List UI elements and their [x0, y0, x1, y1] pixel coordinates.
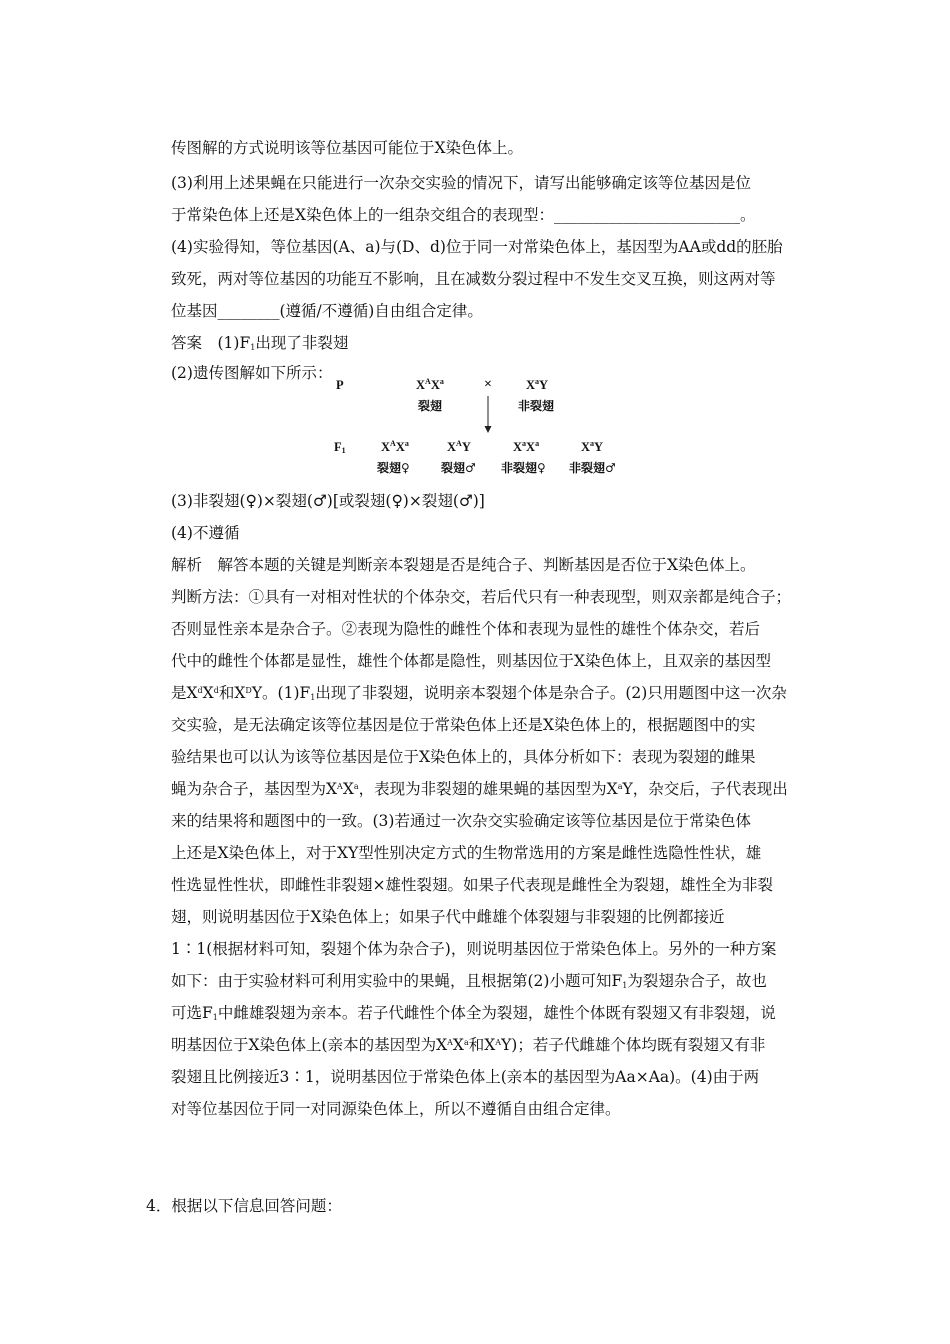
text-line: 裂翅且比例接近3∶1，说明基因位于常染色体上(亲本的基因型为Aa×Aa)。(4)由于两 [171, 1068, 760, 1086]
offspring-phenotype: 裂翅♂ [441, 461, 476, 475]
parent1-genotype: $X^AX^a$ [416, 377, 444, 392]
text-line: 交实验，是无法确定该等位基因是位于常染色体上还是X染色体上的，根据题图中的实 [171, 716, 756, 734]
text-line: (4)实验得知，等位基因(A、a)与(D、d)位于同一对常染色体上，基因型为AA或dd的胚胎 [171, 238, 783, 256]
text-line: 是$X^dX^d$和$X^DY$。$(1)F_1$出现了非裂翅，说明亲本裂翅个体是杂合子。(2)只用题图中这一次杂 [171, 684, 787, 702]
p-label: P [336, 378, 344, 392]
text-line: 可选$F_1$中雌雄裂翅为亲本。若子代雌性个体全为裂翅，雄性个体既有裂翅又有非裂翅，说 [171, 1004, 776, 1022]
text-line: 否则显性亲本是杂合子。②表现为隐性的雌性个体和表现为显性的雄性个体杂交，若后 [171, 620, 761, 638]
down-arrow-icon [482, 395, 494, 435]
text-line: 判断方法：①具有一对相对性状的个体杂交，若后代只有一种表现型，则双亲都是纯合子； [171, 588, 792, 606]
offspring-genotype: $X^AY$ [447, 439, 471, 454]
offspring-phenotype: 非裂翅♀ [501, 461, 546, 475]
text-line: (3)非裂翅(♀)×裂翅(♂)[或裂翅(♀)×裂翅(♂)] [171, 492, 485, 510]
text-line: 验结果也可以认为该等位基因是位于X染色体上的，具体分析如下：表现为裂翅的雌果 [171, 748, 756, 766]
text-line: 传图解的方式说明该等位基因可能位于X染色体上。 [171, 139, 524, 157]
answer-line: 答案 $(1)F_1$出现了非裂翅 [171, 334, 349, 352]
text-line: 来的结果将和题图中的一致。(3)若通过一次杂交实验确定该等位基因是位于常染色体 [171, 812, 751, 830]
text-line: (3)利用上述果蝇在只能进行一次杂交实验的情况下，请写出能够确定该等位基因是位 [171, 174, 751, 192]
analysis-line: 解析 解答本题的关键是判断亲本裂翅是否是纯合子、判断基因是否位于X染色体上。 [171, 556, 756, 574]
offspring-phenotype: 非裂翅♂ [569, 461, 616, 475]
text-line: 对等位基因位于同一对同源染色体上，所以不遵循自由组合定律。 [171, 1100, 621, 1118]
text-line: 蝇为杂合子，基因型为$X^AX^a$，表现为非裂翅的雄果蝇的基因型为$X^aY$，杂交后，子代表现出 [171, 780, 788, 798]
text-line: (2)遗传图解如下所示： [171, 364, 333, 382]
text-line: 明基因位于X染色体上(亲本的基因型为$X^AX^a$和$X^AY$)；若子代雌雄个体均既有裂翅又有非 [171, 1036, 766, 1054]
text-line: 性选显性性状，即雌性非裂翅×雄性裂翅。如果子代表现是雌性全为裂翅，雄性全为非裂 [171, 876, 773, 894]
text-line: 如下：由于实验材料可利用实验中的果蝇，且根据第(2)小题可知$F_1$为裂翅杂合子，故也 [171, 972, 767, 990]
offspring-genotype: $X^AX^a$ [381, 439, 409, 454]
cross-symbol: × [484, 377, 492, 392]
text-line: 翅，则说明基因位于X染色体上；如果子代中雌雄个体裂翅与非裂翅的比例都接近 [171, 908, 725, 926]
text-line: 致死，两对等位基因的功能互不影响，且在减数分裂过程中不发生交叉互换，则这两对等 [171, 270, 776, 288]
text-line: (4)不遵循 [171, 524, 240, 542]
offspring-phenotype: 裂翅♀ [377, 461, 410, 475]
text-line: 于常染色体上还是X染色体上的一组杂交组合的表现型：________________________。 [171, 206, 756, 224]
parent2-genotype: $X^aY$ [526, 377, 549, 392]
f1-label: $F_1$ [334, 440, 346, 455]
text-line: 代中的雌性个体都是显性，雄性个体都是隐性，则基因位于X染色体上，且双亲的基因型 [171, 652, 772, 670]
parent2-phenotype: 非裂翅 [518, 399, 555, 413]
offspring-genotype: $X^aX^a$ [513, 439, 540, 454]
offspring-genotype: $X^aY$ [581, 439, 604, 454]
text-line: 上还是X染色体上，对于XY型性别决定方式的生物常选用的方案是雌性选隐性性状，雄 [171, 844, 762, 862]
text-line: 位基因________(遵循/不遵循)自由组合定律。 [171, 302, 483, 320]
parent1-phenotype: 裂翅 [418, 399, 443, 413]
text-line: 1∶1(根据材料可知，裂翅个体为杂合子)，则说明基因位于常染色体上。另外的一种方案 [171, 940, 777, 958]
question-4-heading: 4．根据以下信息回答问题： [146, 1197, 342, 1215]
